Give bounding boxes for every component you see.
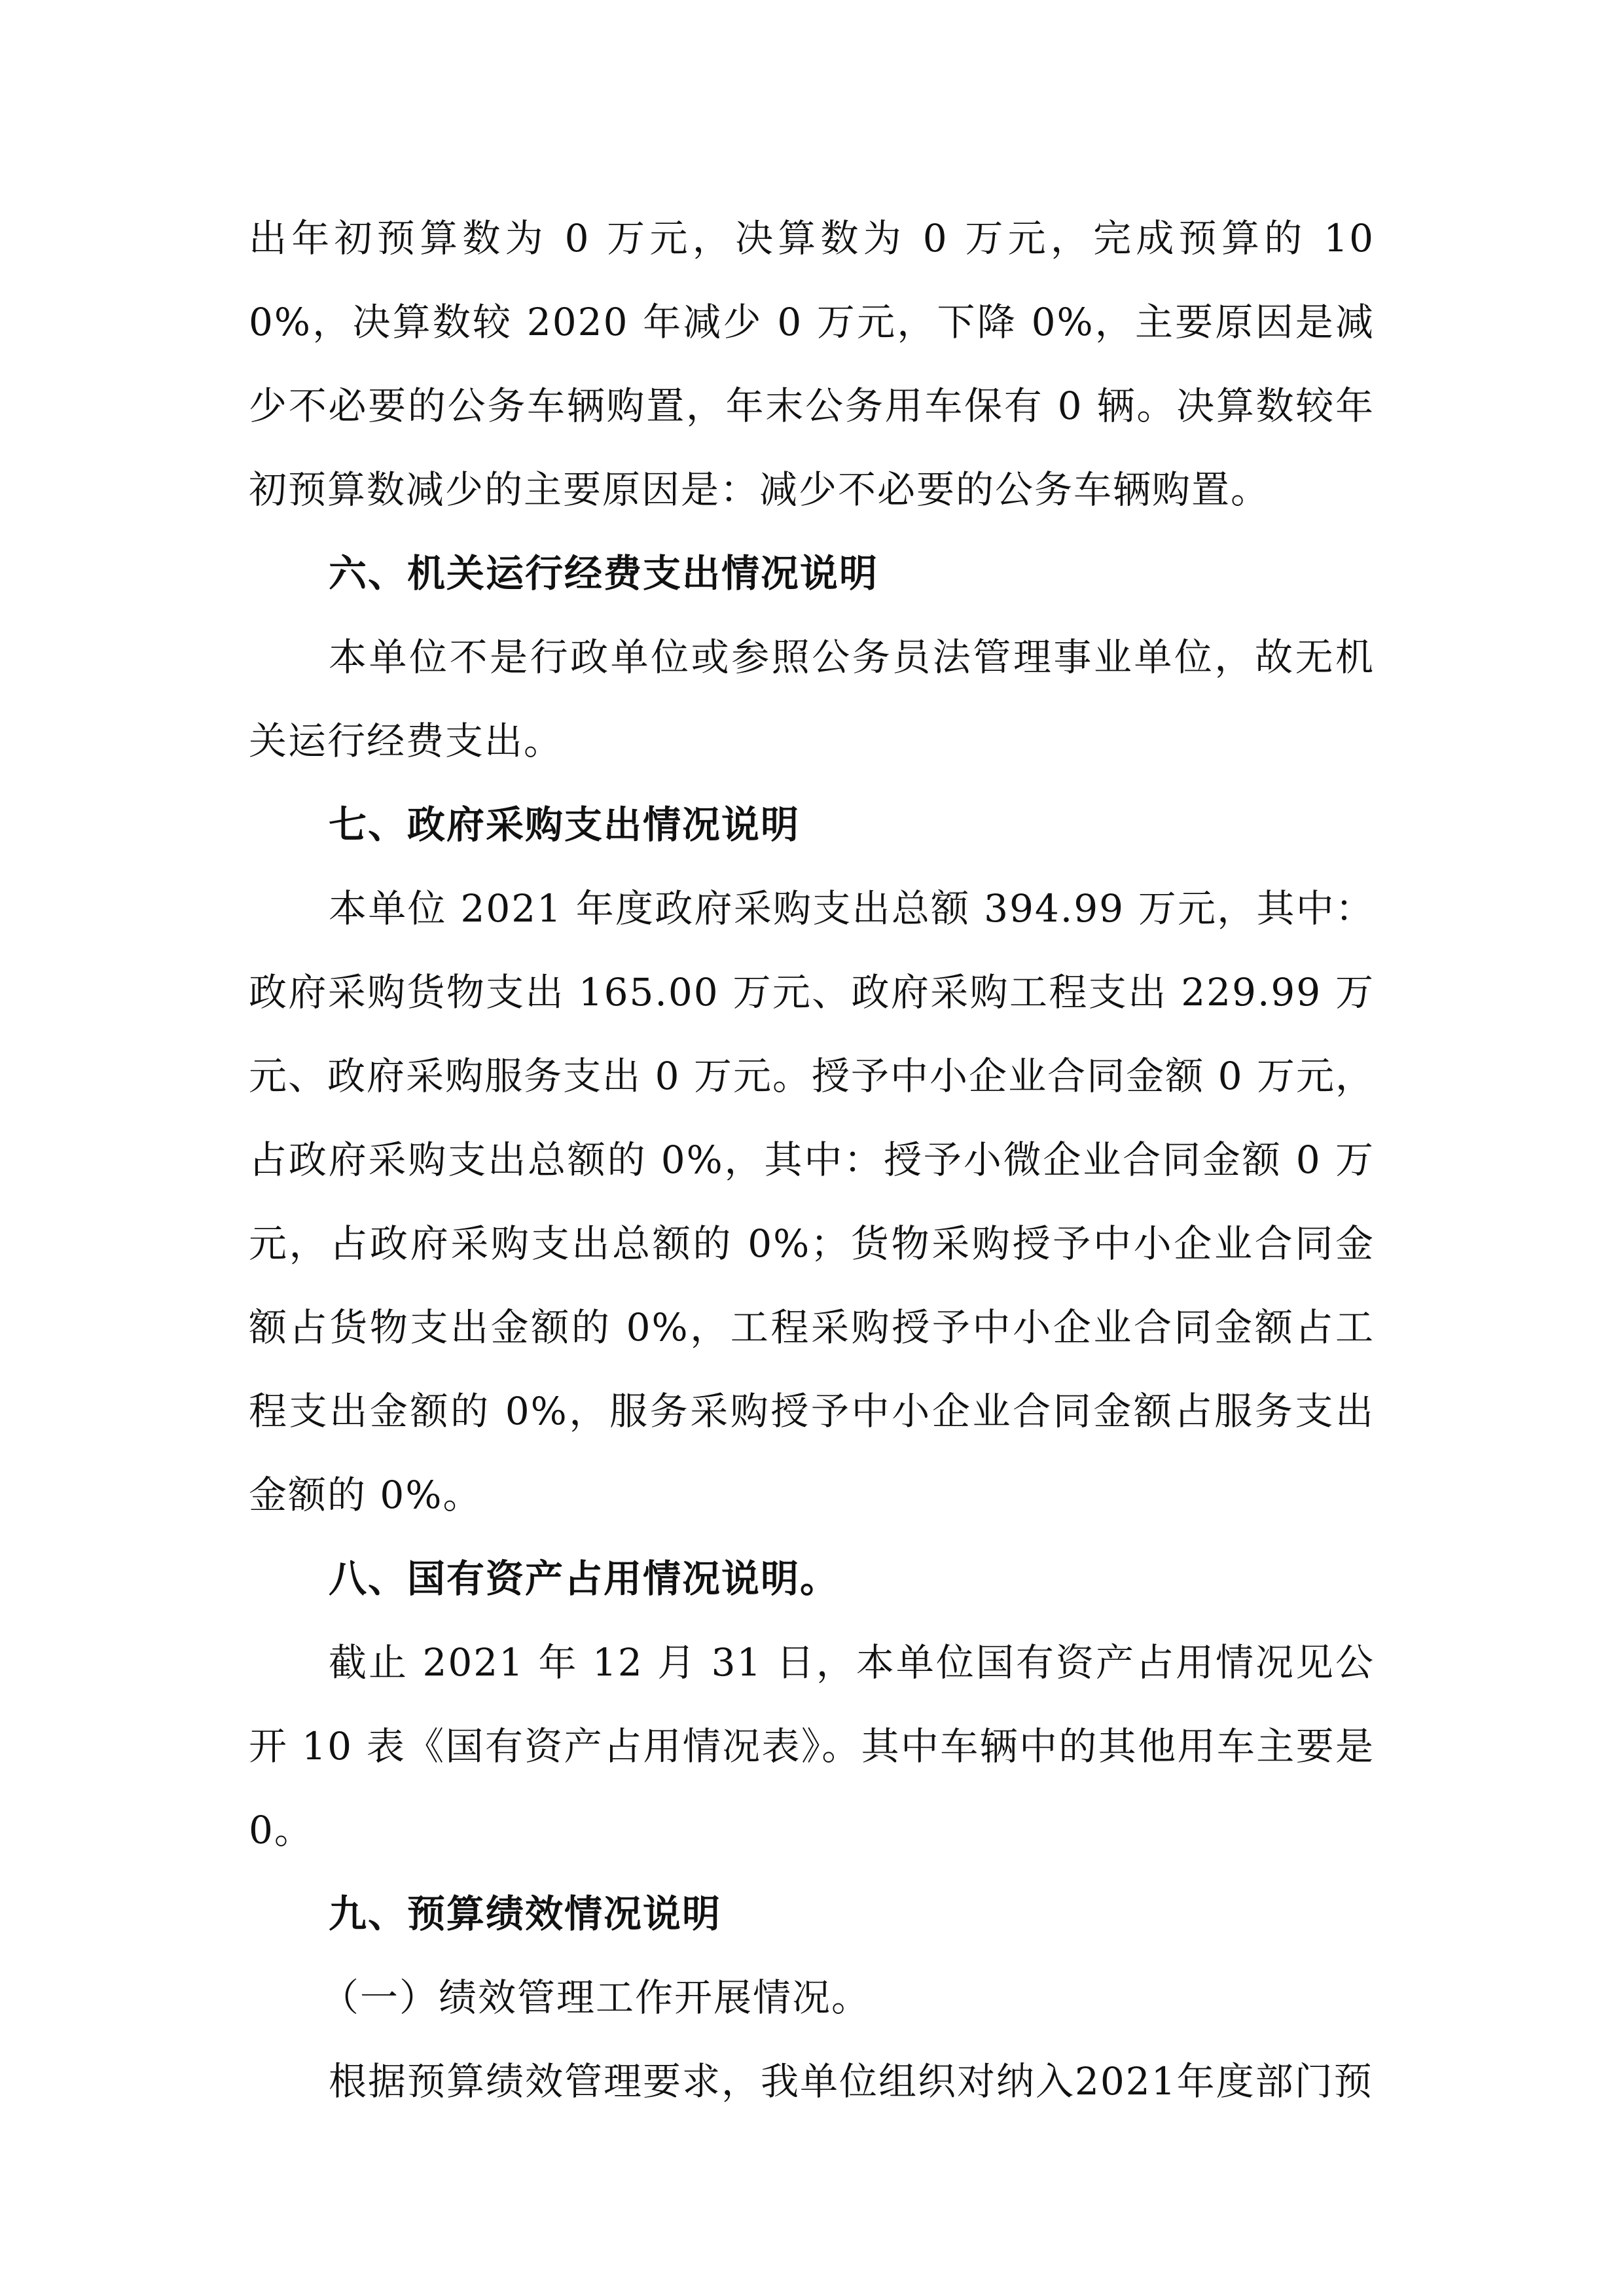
- subsection-heading-9-1: （一）绩效管理工作开展情况。: [321, 1975, 871, 2020]
- paragraph-procurement: 本单位 2021 年度政府采购支出总额 394.99 万元，其中：政府采购货物支出 165.00 万元、政府采购工程支出 229.99 万元、政府采购服务支出 0 万元。授予中小企业合同金额 0 万元，占政府采购支出总额的 0%，其中：授予小微企业合同金额 0 万元，占政府采购支出总额的 0%；货物采购授予中小企业合同金额占货物支出金额的 0%，工程采购授予中小企业合同金额占工程支出金额的 0%，服务采购授予中小企业合同金额占服务支出金额的 0%。: [249, 886, 1375, 1517]
- paragraph-vehicle-expenditure: 出年初预算数为 0 万元，决算数为 0 万元，完成预算的 100%，决算数较 2020 年减少 0 万元，下降 0%，主要原因是减少不必要的公务车辆购置，年末公务用车保有 0 辆。决算数较年初预算数减少的主要原因是：减少不必要的公务车辆购置。: [249, 216, 1375, 512]
- section-heading-8: 八、国有资产占用情况说明。: [329, 1556, 840, 1601]
- document-body: [249, 196, 1375, 2123]
- paragraph-performance-management: 根据预算绩效管理要求，我单位组织对纳入2021年度部门预: [329, 2059, 1373, 2104]
- paragraph-operating-expenses: 本单位不是行政单位或参照公务员法管理事业单位，故无机关运行经费支出。: [249, 635, 1375, 763]
- section-heading-6: 六、机关运行经费支出情况说明: [329, 551, 879, 596]
- section-heading-9: 九、预算绩效情况说明: [329, 1892, 722, 1936]
- section-heading-7: 七、政府采购支出情况说明: [329, 802, 801, 847]
- paragraph-state-assets: 截止 2021 年 12 月 31 日，本单位国有资产占用情况见公开 10 表《国有资产占用情况表》。其中车辆中的其他用车主要是 0。: [249, 1640, 1375, 1852]
